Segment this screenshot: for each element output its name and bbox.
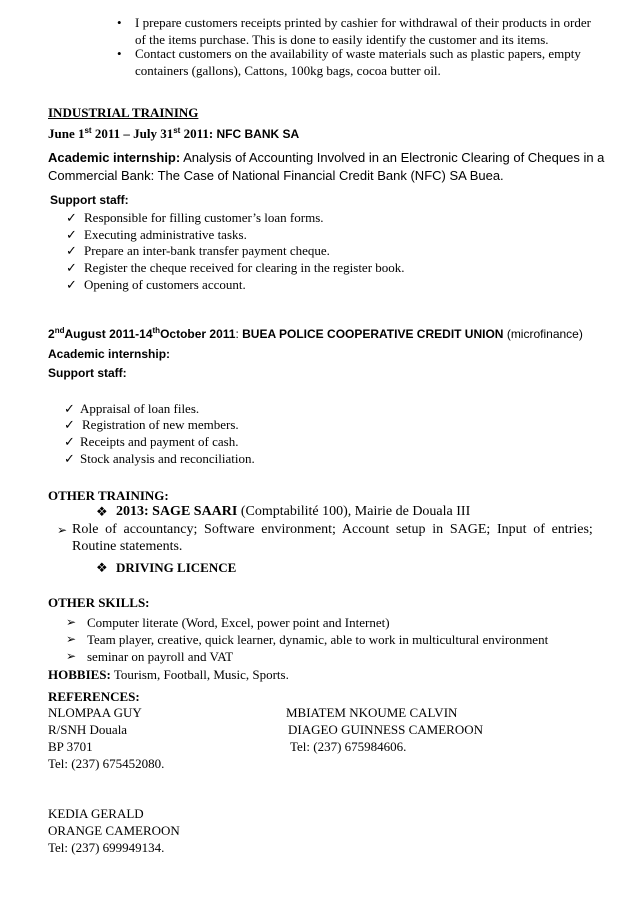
skill-item: Team player, creative, quick learner, dynamic, able to work in multicultural environment [87, 632, 549, 647]
police-item: Appraisal of loan files. [80, 401, 200, 416]
ref1-name: NLOMPAA GUY [48, 705, 142, 720]
academic-internship-line2: Commercial Bank: The Case of National Financial Credit Bank (NFC) SA Buea. [48, 168, 504, 183]
top-bullet-1-line2: of the items purchase. This is done to easily identify the customer and its items. [135, 32, 549, 47]
police-academic-label: Academic internship: [48, 347, 171, 361]
ref2-tel: Tel: (237) 675984606. [290, 739, 407, 754]
ref3-org: ORANGE CAMEROON [48, 823, 180, 838]
ref1-box: BP 3701 [48, 739, 93, 754]
ref3-name: KEDIA GERALD [48, 806, 144, 821]
support-item: Opening of customers account. [84, 277, 246, 292]
checkmark-icon: ✓ [66, 277, 77, 292]
checkmark-icon: ✓ [64, 434, 75, 449]
arrow-bullet-icon: ➢ [66, 632, 77, 646]
academic-internship-line1: Academic internship: Analysis of Accounting Involved in an Electronic Clearing of Cheques in a [48, 150, 605, 165]
top-bullet-1-line1: I prepare customers receipts printed by cashier for withdrawal of their products in order [135, 15, 591, 30]
ref2-org: DIAGEO GUINNESS CAMEROON [288, 722, 483, 737]
police-item: Stock analysis and reconciliation. [80, 451, 255, 466]
police-period: 2ndAugust 2011-14thOctober 2011: BUEA POLICE COOPERATIVE CREDIT UNION (microfinance) [48, 326, 583, 341]
driving-licence: DRIVING LICENCE [116, 560, 237, 575]
support-item: Register the cheque received for clearing in the register book. [84, 260, 405, 275]
bullet-icon: • [117, 46, 122, 61]
checkmark-icon: ✓ [64, 451, 75, 466]
arrow-bullet-icon: ➢ [66, 615, 77, 629]
ref1-tel: Tel: (237) 675452080. [48, 756, 165, 771]
support-item: Executing administrative tasks. [84, 227, 247, 242]
other-training-heading: OTHER TRAINING: [48, 488, 169, 503]
skill-item: seminar on payroll and VAT [87, 649, 234, 664]
checkmark-icon: ✓ [64, 401, 75, 416]
top-bullet-2-line2: containers (gallons), Cattons, 100kg bags, cocoa butter oil. [135, 63, 441, 78]
support-item: Responsible for filling customer’s loan forms. [84, 210, 324, 225]
ref3-tel: Tel: (237) 699949134. [48, 840, 165, 855]
support-item: Prepare an inter-bank transfer payment cheque. [84, 243, 330, 258]
police-item: Registration of new members. [82, 417, 239, 432]
police-item: Receipts and payment of cash. [80, 434, 239, 449]
ref1-org: R/SNH Douala [48, 722, 128, 737]
checkmark-icon: ✓ [66, 243, 77, 258]
checkmark-icon: ✓ [66, 260, 77, 275]
arrow-bullet-icon: ➢ [66, 649, 77, 663]
other-skills-heading: OTHER SKILLS: [48, 595, 150, 610]
checkmark-icon: ✓ [66, 227, 77, 242]
role-line2: Routine statements. [72, 539, 183, 554]
checkmark-icon: ✓ [66, 210, 77, 225]
police-support-label: Support staff: [48, 366, 127, 380]
references-heading: REFERENCES: [48, 689, 140, 704]
bullet-icon: • [117, 15, 122, 30]
top-bullet-2-line1: Contact customers on the availability of waste materials such as plastic papers, empty [135, 46, 581, 61]
checkmark-icon: ✓ [64, 417, 75, 432]
sage-line: 2013: SAGE SAARI (Comptabilité 100), Mairie de Douala III [116, 504, 471, 519]
diamond-icon: ❖ [96, 504, 108, 519]
hobbies-line: HOBBIES: Tourism, Football, Music, Sports. [48, 667, 289, 682]
ref2-name: MBIATEM NKOUME CALVIN [286, 705, 458, 720]
skill-item: Computer literate (Word, Excel, power point and Internet) [87, 615, 390, 630]
industrial-heading: INDUSTRIAL TRAINING [48, 105, 199, 120]
arrow-bullet-icon: ➢ [57, 523, 68, 537]
support-staff-label: Support staff: [50, 193, 129, 207]
diamond-icon: ❖ [96, 560, 108, 575]
role-line1: Role of accountancy; Software environment; Account setup in SAGE; Input of entries; [72, 522, 593, 537]
industrial-period: June 1st 2011 – July 31st 2011: NFC BANK SA [48, 126, 300, 141]
